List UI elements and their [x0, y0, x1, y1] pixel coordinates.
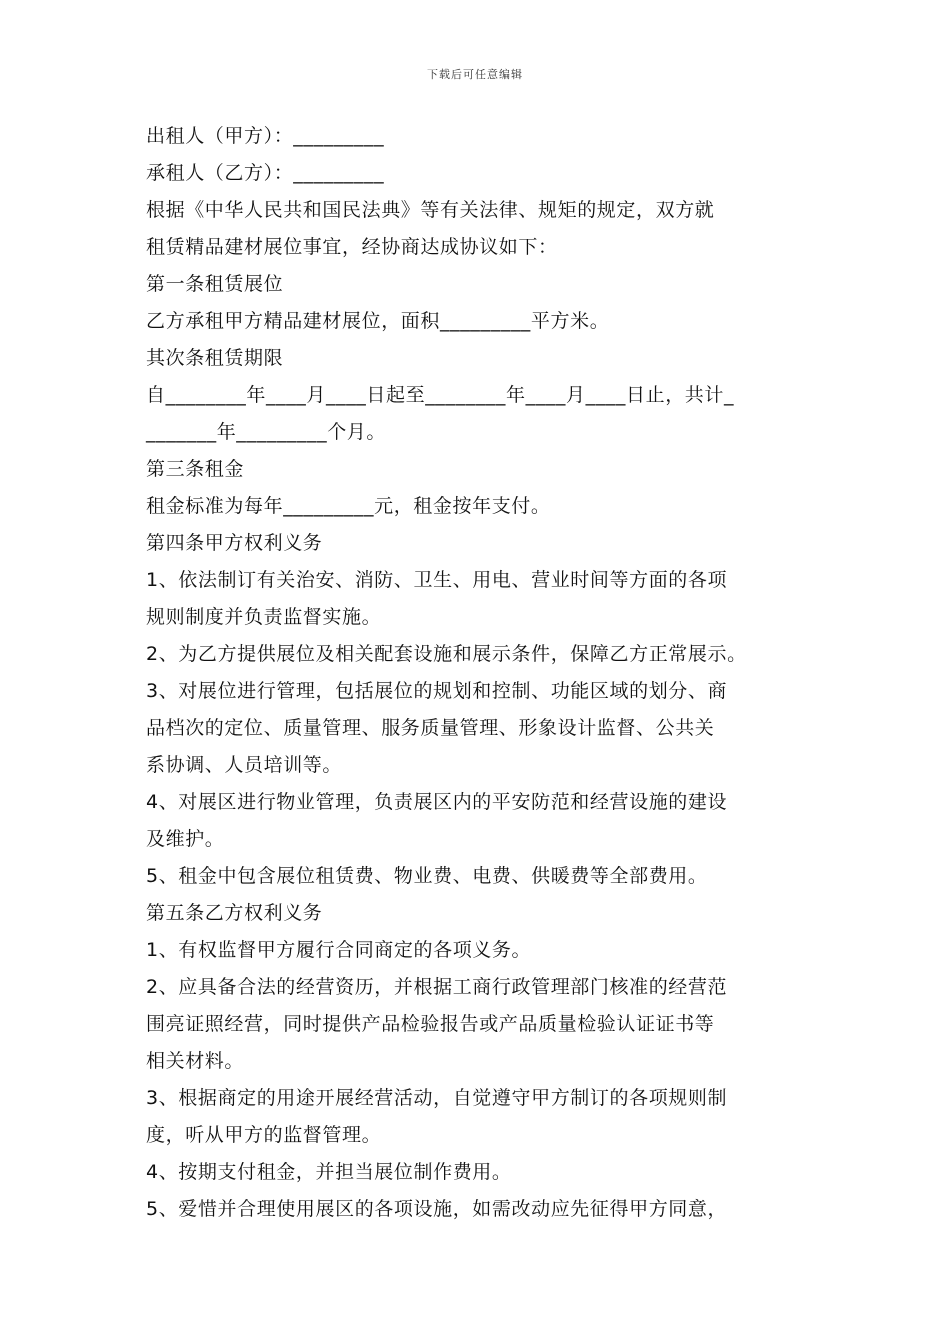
contract-body — [146, 118, 826, 1228]
text-line: 出租人（甲方）：_________ — [146, 125, 385, 147]
text-line: 1、有权监督甲方履行合同商定的各项义务。 — [146, 939, 532, 961]
text-line: 5、爱惜并合理使用展区的各项设施，如需改动应先征得甲方同意， — [146, 1198, 728, 1220]
text-line: 根据《中华人民共和国民法典》等有关法律、规矩的规定，双方就 — [146, 199, 715, 221]
text-line: 品档次的定位、质量管理、服务质量管理、形象设计监督、公共关 — [146, 717, 715, 739]
text-line: 4、对展区进行物业管理，负责展区内的平安防范和经营设施的建设 — [146, 791, 728, 813]
text-line: 2、为乙方提供展位及相关配套设施和展示条件，保障乙方正常展示。 — [146, 643, 747, 665]
text-line: 系协调、人员培训等。 — [146, 754, 343, 776]
text-line: 及维护。 — [146, 828, 225, 850]
section-heading: 第一条租赁展位 — [146, 273, 284, 295]
text-line: 3、对展位进行管理，包括展位的规划和控制、功能区域的划分、商 — [146, 680, 728, 702]
text-line: 2、应具备合法的经营资历，并根据工商行政管理部门核准的经营范 — [146, 976, 728, 998]
text-line: 度，听从甲方的监督管理。 — [146, 1124, 382, 1146]
text-line: 5、租金中包含展位租赁费、物业费、电费、供暖费等全部费用。 — [146, 865, 708, 887]
section-heading: 其次条租赁期限 — [146, 347, 284, 369]
text-line: _______年_________个月。 — [146, 421, 387, 443]
text-line: 自________年____月____日起至________年____月____日止，共计_ — [146, 384, 735, 406]
text-line: 4、按期支付租金，并担当展位制作费用。 — [146, 1161, 512, 1183]
text-line: 相关材料。 — [146, 1050, 245, 1072]
section-heading: 第四条甲方权利义务 — [146, 532, 323, 554]
text-line: 围亮证照经营，同时提供产品检验报告或产品质量检验认证证书等 — [146, 1013, 715, 1035]
header-note: 下载后可任意编辑 — [427, 68, 523, 81]
text-line: 1、依法制订有关治安、消防、卫生、用电、营业时间等方面的各项 — [146, 569, 728, 591]
text-line: 3、根据商定的用途开展经营活动，自觉遵守甲方制订的各项规则制 — [146, 1087, 728, 1109]
text-line: 租赁精品建材展位事宜，经协商达成协议如下： — [146, 236, 558, 258]
section-heading: 第五条乙方权利义务 — [146, 902, 323, 924]
text-line: 租金标准为每年_________元，租金按年支付。 — [146, 495, 551, 517]
text-line: 乙方承租甲方精品建材展位，面积_________平方米。 — [146, 310, 610, 332]
text-line: 规则制度并负责监督实施。 — [146, 606, 382, 628]
section-heading: 第三条租金 — [146, 458, 245, 480]
text-line: 承租人（乙方）：_________ — [146, 162, 385, 184]
